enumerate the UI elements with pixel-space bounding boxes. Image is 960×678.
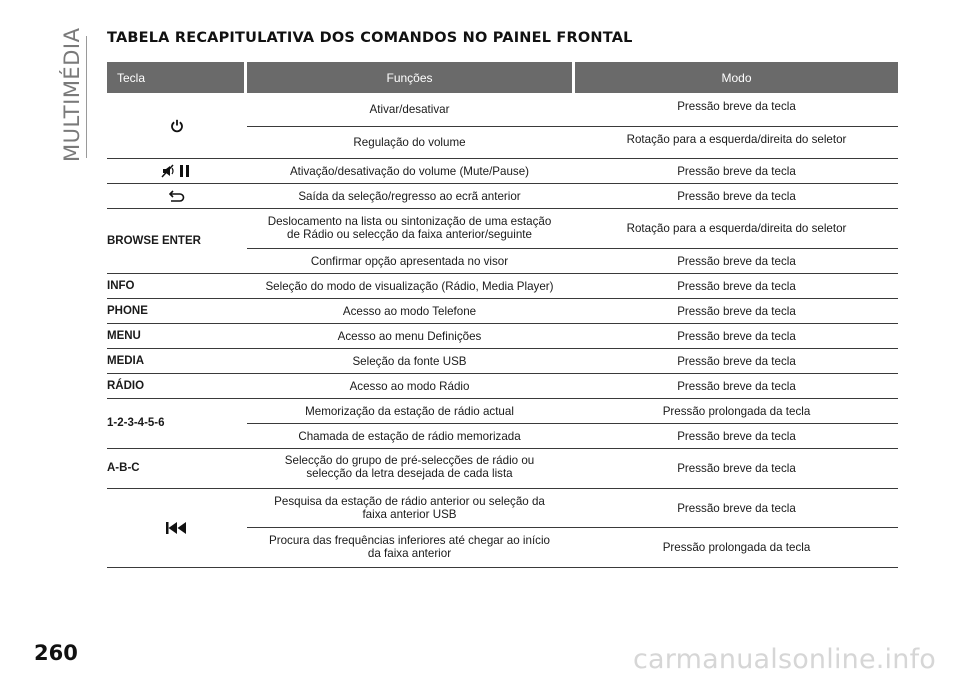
mode-cell: Pressão breve da tecla: [677, 279, 796, 293]
back-key: [107, 184, 247, 208]
mode-cell: Pressão breve da tecla: [677, 354, 796, 368]
function-cell: Ativação/desativação do volume (Mute/Pause): [289, 164, 530, 178]
table-row: [107, 184, 898, 209]
mode-cell: Rotação para a esquerda/direita do seletor: [626, 221, 847, 235]
page-title: TABELA RECAPITULATIVA DOS COMANDOS NO PAINEL FRONTAL: [107, 30, 633, 46]
key-label: 1-2-3-4-5-6: [107, 417, 165, 429]
function-cell: Seleção da fonte USB: [352, 354, 467, 368]
mode-cell: Pressão breve da tecla: [677, 189, 796, 203]
mode-cell: Pressão breve da tecla: [677, 254, 796, 268]
function-cell: Ativar/desativar: [369, 102, 450, 116]
mute-pause-key: [107, 159, 247, 183]
function-cell: [247, 211, 572, 245]
key-label: A-B-C: [107, 462, 140, 474]
function-cell: [247, 449, 572, 485]
header-mode: Modo: [575, 62, 898, 93]
commands-table: [107, 62, 898, 568]
function-cell: [247, 530, 572, 564]
key-label: MENU: [107, 329, 141, 342]
table-row: [107, 349, 898, 374]
mode-cell: Pressão prolongada da tecla: [662, 404, 811, 418]
key-label: MEDIA: [107, 354, 145, 367]
mode-cell: Pressão breve da tecla: [677, 164, 796, 178]
function-cell: Confirmar opção apresentada no visor: [310, 254, 509, 268]
function-cell: Regulação do volume: [353, 135, 466, 149]
mode-cell: Pressão breve da tecla: [677, 304, 796, 318]
function-cell: Saída da seleção/regresso ao ecrã anterior: [298, 189, 521, 203]
row-split: [717, 126, 898, 127]
table-row: [107, 399, 898, 449]
row-split: [247, 126, 717, 127]
key-label: INFO: [107, 279, 135, 292]
table-row: [107, 209, 898, 274]
function-line: Pesquisa da estação de rádio anterior ou seleção da: [274, 495, 545, 508]
section-divider: [86, 36, 87, 158]
page-number: 260: [34, 641, 78, 665]
table-row: [107, 159, 898, 184]
function-cell: Acesso ao modo Rádio: [349, 379, 470, 393]
mode-cell: Pressão breve da tecla: [677, 329, 796, 343]
watermark: carmanualsonline.info: [633, 644, 936, 675]
header-function: Funções: [247, 62, 572, 93]
skip-back-icon: [166, 522, 188, 534]
table-row: [107, 299, 898, 324]
mute-pause-icon: [161, 164, 193, 178]
table-row: [107, 93, 898, 159]
function-line: selecção da letra desejada de cada lista: [306, 467, 513, 480]
function-line: de Rádio ou selecção da faixa anterior/seguinte: [287, 228, 532, 241]
key-label: RÁDIO: [107, 379, 145, 392]
mode-cell: Pressão breve da tecla: [677, 501, 796, 515]
function-line: faixa anterior USB: [362, 508, 457, 521]
function-cell: Memorização da estação de rádio actual: [305, 404, 514, 418]
key-label: BROWSE ENTER: [107, 234, 201, 247]
mode-cell: Pressão breve da tecla: [677, 429, 796, 443]
table-row: [107, 489, 898, 568]
back-arrow-icon: [169, 190, 185, 202]
mode-cell: Pressão breve da tecla: [677, 379, 796, 393]
function-line: Selecção do grupo de pré-selecções de rádio ou: [284, 454, 535, 467]
mode-cell: Pressão breve da tecla: [677, 99, 796, 113]
function-cell: Chamada de estação de rádio memorizada: [298, 429, 521, 443]
section-label: MULTIMÉDIA: [60, 27, 84, 162]
skip-back-key: [107, 489, 247, 567]
function-cell: Seleção do modo de visualização (Rádio, Media Player): [265, 279, 554, 293]
table-row: [107, 374, 898, 399]
table-row: [107, 324, 898, 349]
function-cell: Acesso ao modo Telefone: [342, 304, 477, 318]
table-row: [107, 449, 898, 489]
mode-cell: Pressão breve da tecla: [677, 462, 796, 475]
function-line: Procura das frequências inferiores até chegar ao início: [269, 534, 550, 547]
function-cell: Acesso ao menu Definições: [337, 329, 482, 343]
key-label: PHONE: [107, 304, 148, 317]
power-key: [107, 93, 247, 158]
mode-cell: Pressão prolongada da tecla: [662, 540, 811, 554]
power-icon: [170, 119, 184, 133]
row-split: [247, 527, 898, 528]
function-line: Deslocamento na lista ou sintonização de uma estação: [267, 215, 552, 228]
mode-cell: Rotação para a esquerda/direita do seletor: [626, 132, 847, 146]
table-row: [107, 274, 898, 299]
header-key: Tecla: [107, 62, 244, 93]
function-cell: [247, 491, 572, 525]
table-header: [107, 62, 898, 93]
function-line: da faixa anterior: [367, 547, 452, 560]
